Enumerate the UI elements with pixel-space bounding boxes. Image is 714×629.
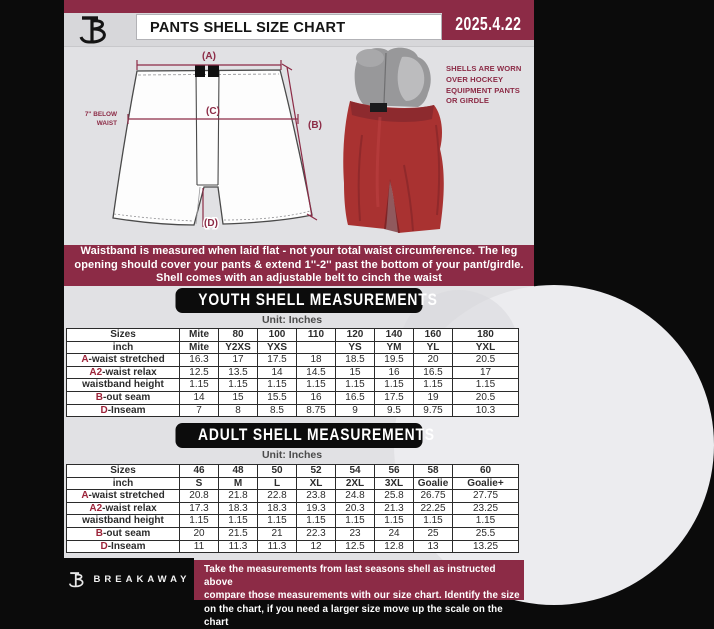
table-cell: 13 — [414, 540, 453, 553]
table-cell: 23.25 — [453, 502, 519, 515]
adult-section-heading — [176, 423, 435, 448]
table-cell: 1.15 — [414, 515, 453, 528]
table-cell: 17.5 — [375, 391, 414, 404]
table-cell: 100 — [258, 329, 297, 342]
table-cell: 20.8 — [180, 490, 219, 503]
waist-note-line2: WAIST — [96, 120, 117, 127]
table-cell: 25 — [414, 527, 453, 540]
youth-unit-label: Unit: Inches — [261, 314, 323, 326]
photo-caption-line: OR GIRDLE — [446, 96, 490, 106]
table-row — [67, 404, 519, 417]
banner-line: Shell comes with an adjustable belt to cinch the waist — [156, 272, 442, 285]
table-cell: 1.15 — [258, 379, 297, 392]
table-cell: 22.25 — [414, 502, 453, 515]
table-row — [67, 477, 519, 490]
table-cell: 120 — [336, 329, 375, 342]
breakaway-b-logo-icon — [68, 570, 88, 589]
table-cell: 25.5 — [453, 527, 519, 540]
table-cell: 1.15 — [336, 515, 375, 528]
table-cell: Mite — [180, 341, 219, 354]
size-chart-sheet — [64, 0, 534, 628]
table-cell: 46 — [180, 465, 219, 478]
footer-note-line: on the chart, if you need a larger size move up the scale on the chart — [204, 603, 503, 628]
table-cell: 17 — [453, 366, 519, 379]
row-label: D-Inseam — [67, 540, 180, 553]
row-label: A2-waist relax — [67, 366, 180, 379]
table-cell: 23.8 — [297, 490, 336, 503]
banner-line: Waistband is measured when laid flat - not your total waist circumference. The leg — [80, 245, 518, 258]
shell-buckle — [370, 103, 387, 112]
table-cell: 9.5 — [375, 404, 414, 417]
table-row — [67, 391, 519, 404]
table-cell: 27.75 — [453, 490, 519, 503]
footer-brand-bar — [64, 558, 194, 600]
youth-heading-text: YOUTH SHELL MEASUREMENTS — [198, 291, 438, 309]
table-cell: 19 — [414, 391, 453, 404]
table-cell: M — [219, 477, 258, 490]
table-row — [67, 502, 519, 515]
table-cell: 1.15 — [375, 379, 414, 392]
table-cell: 14 — [180, 391, 219, 404]
row-label: B-out seam — [67, 527, 180, 540]
table-cell: 1.15 — [375, 515, 414, 528]
row-label: inch — [67, 477, 180, 490]
table-row — [67, 527, 519, 540]
table-cell: YL — [414, 341, 453, 354]
table-cell: 1.15 — [297, 515, 336, 528]
table-row — [67, 329, 519, 342]
table-cell: 18.5 — [336, 354, 375, 367]
table-cell: L — [258, 477, 297, 490]
adult-unit-label: Unit: Inches — [261, 449, 323, 461]
table-cell: Goalie — [414, 477, 453, 490]
measurement-label-b: (B) — [308, 120, 322, 131]
table-cell: 15 — [219, 391, 258, 404]
table-cell: 18.3 — [219, 502, 258, 515]
table-cell: 20.5 — [453, 391, 519, 404]
table-cell: 10.3 — [453, 404, 519, 417]
banner-line: opening should cover your pants & extend 1''-2'' past the bottom of your pant/girdle. — [74, 258, 524, 271]
table-cell: 21 — [258, 527, 297, 540]
measurement-label-d: (D) — [204, 218, 218, 229]
belt-buckle-icon — [208, 65, 219, 77]
table-cell: 22.8 — [258, 490, 297, 503]
table-row — [67, 366, 519, 379]
table-cell: 21.8 — [219, 490, 258, 503]
table-cell: 8.75 — [297, 404, 336, 417]
table-cell: 17.5 — [258, 354, 297, 367]
table-cell: 50 — [258, 465, 297, 478]
table-cell: 11.3 — [258, 540, 297, 553]
table-cell: 18.3 — [258, 502, 297, 515]
table-cell: 2XL — [336, 477, 375, 490]
row-label: A-waist stretched — [67, 490, 180, 503]
table-cell: 21.5 — [219, 527, 258, 540]
belt-buckle-icon — [195, 65, 205, 77]
row-label: waistband height — [67, 379, 180, 392]
row-label: inch — [67, 341, 180, 354]
table-cell: 7 — [180, 404, 219, 417]
measurement-label-c: (C) — [206, 106, 220, 117]
youth-measurements-table — [66, 328, 519, 417]
table-cell: XL — [297, 477, 336, 490]
table-cell: 16.5 — [414, 366, 453, 379]
table-cell: 140 — [375, 329, 414, 342]
table-cell: 1.15 — [180, 515, 219, 528]
table-cell: 12.8 — [375, 540, 414, 553]
table-cell: 15 — [336, 366, 375, 379]
pants-measurement-diagram — [68, 48, 338, 244]
table-cell: 1.15 — [414, 379, 453, 392]
table-cell: S — [180, 477, 219, 490]
table-cell: 17.3 — [180, 502, 219, 515]
table-cell: 13.5 — [219, 366, 258, 379]
waist-note-line1: 7'' BELOW — [84, 111, 117, 118]
table-row — [67, 490, 519, 503]
table-cell: 8 — [219, 404, 258, 417]
table-cell: 9 — [336, 404, 375, 417]
table-row — [67, 341, 519, 354]
table-row — [67, 354, 519, 367]
table-cell: Mite — [180, 329, 219, 342]
table-cell: 17 — [219, 354, 258, 367]
adult-heading-text: ADULT SHELL MEASUREMENTS — [198, 426, 435, 444]
table-cell: 23 — [336, 527, 375, 540]
table-cell: 16 — [297, 391, 336, 404]
table-row — [67, 515, 519, 528]
photo-caption-line: OVER HOCKEY — [446, 74, 504, 84]
row-label: Sizes — [67, 465, 180, 478]
table-cell: 160 — [414, 329, 453, 342]
table-cell: 56 — [375, 465, 414, 478]
photo-caption-line: SHELLS ARE WORN — [446, 64, 522, 73]
table-cell: YS — [336, 341, 375, 354]
table-cell: 13.25 — [453, 540, 519, 553]
table-cell: YM — [375, 341, 414, 354]
table-cell: YXL — [453, 341, 519, 354]
table-cell: 9.75 — [414, 404, 453, 417]
footer-note-line: compare those measurements with our size chart. Identify the size — [204, 590, 520, 602]
table-cell: 110 — [297, 329, 336, 342]
row-label: A2-waist relax — [67, 502, 180, 515]
table-cell: 24.8 — [336, 490, 375, 503]
row-label: A-waist stretched — [67, 354, 180, 367]
table-cell: 11.3 — [219, 540, 258, 553]
photo-caption-line: EQUIPMENT PANTS — [446, 85, 520, 95]
shell-photo — [340, 45, 452, 239]
row-label: D-Inseam — [67, 404, 180, 417]
youth-section-heading — [176, 288, 438, 313]
breakaway-wordmark: BREAKAWAY — [93, 573, 191, 585]
table-cell: Y2XS — [219, 341, 258, 354]
table-cell: 25.8 — [375, 490, 414, 503]
table-cell: 20.3 — [336, 502, 375, 515]
table-cell: 18 — [297, 354, 336, 367]
table-cell: 80 — [219, 329, 258, 342]
measurement-label-a: (A) — [202, 51, 216, 62]
table-cell: YXS — [258, 341, 297, 354]
table-cell: 1.15 — [336, 379, 375, 392]
row-label: Sizes — [67, 329, 180, 342]
table-cell: 3XL — [375, 477, 414, 490]
page-title: PANTS SHELL SIZE CHART — [150, 18, 346, 36]
table-cell: 19.3 — [297, 502, 336, 515]
row-label: waistband height — [67, 515, 180, 528]
date-text: 2025.4.22 — [455, 13, 521, 34]
date-badge — [442, 8, 534, 40]
table-cell: 60 — [453, 465, 519, 478]
table-cell: 1.15 — [219, 515, 258, 528]
table-cell: 12 — [297, 540, 336, 553]
table-cell: 12.5 — [180, 366, 219, 379]
table-cell: 15.5 — [258, 391, 297, 404]
photo-caption — [446, 64, 528, 107]
table-cell: 20 — [180, 527, 219, 540]
table-cell: 16.3 — [180, 354, 219, 367]
table-cell: 1.15 — [258, 515, 297, 528]
table-cell: 22.3 — [297, 527, 336, 540]
table-cell: 14.5 — [297, 366, 336, 379]
table-cell: 54 — [336, 465, 375, 478]
table-cell: 19.5 — [375, 354, 414, 367]
table-cell: 11 — [180, 540, 219, 553]
table-cell: 24 — [375, 527, 414, 540]
table-cell: 20.5 — [453, 354, 519, 367]
table-cell: 1.15 — [180, 379, 219, 392]
table-cell: 26.75 — [414, 490, 453, 503]
breakaway-b-logo-icon — [78, 13, 114, 46]
table-cell: Goalie+ — [453, 477, 519, 490]
adult-measurements-table — [66, 464, 519, 553]
table-row — [67, 465, 519, 478]
table-cell — [297, 341, 336, 354]
table-cell: 12.5 — [336, 540, 375, 553]
table-cell: 1.15 — [453, 379, 519, 392]
footer-note-line: Take the measurements from last seasons shell as instructed above — [204, 564, 496, 589]
table-cell: 16 — [375, 366, 414, 379]
table-row — [67, 379, 519, 392]
row-label: B-out seam — [67, 391, 180, 404]
table-cell: 8.5 — [258, 404, 297, 417]
table-cell: 58 — [414, 465, 453, 478]
table-cell: 20 — [414, 354, 453, 367]
shorts-outline — [113, 70, 312, 225]
table-cell: 48 — [219, 465, 258, 478]
table-cell: 1.15 — [219, 379, 258, 392]
table-cell: 21.3 — [375, 502, 414, 515]
table-cell: 1.15 — [297, 379, 336, 392]
table-cell: 180 — [453, 329, 519, 342]
table-cell: 14 — [258, 366, 297, 379]
table-cell: 16.5 — [336, 391, 375, 404]
table-cell: 52 — [297, 465, 336, 478]
table-cell: 1.15 — [453, 515, 519, 528]
table-row — [67, 540, 519, 553]
info-banner — [64, 245, 534, 286]
page-title-box — [136, 14, 442, 40]
girdle-pad-left — [356, 49, 384, 67]
footer-note-box — [194, 560, 524, 628]
